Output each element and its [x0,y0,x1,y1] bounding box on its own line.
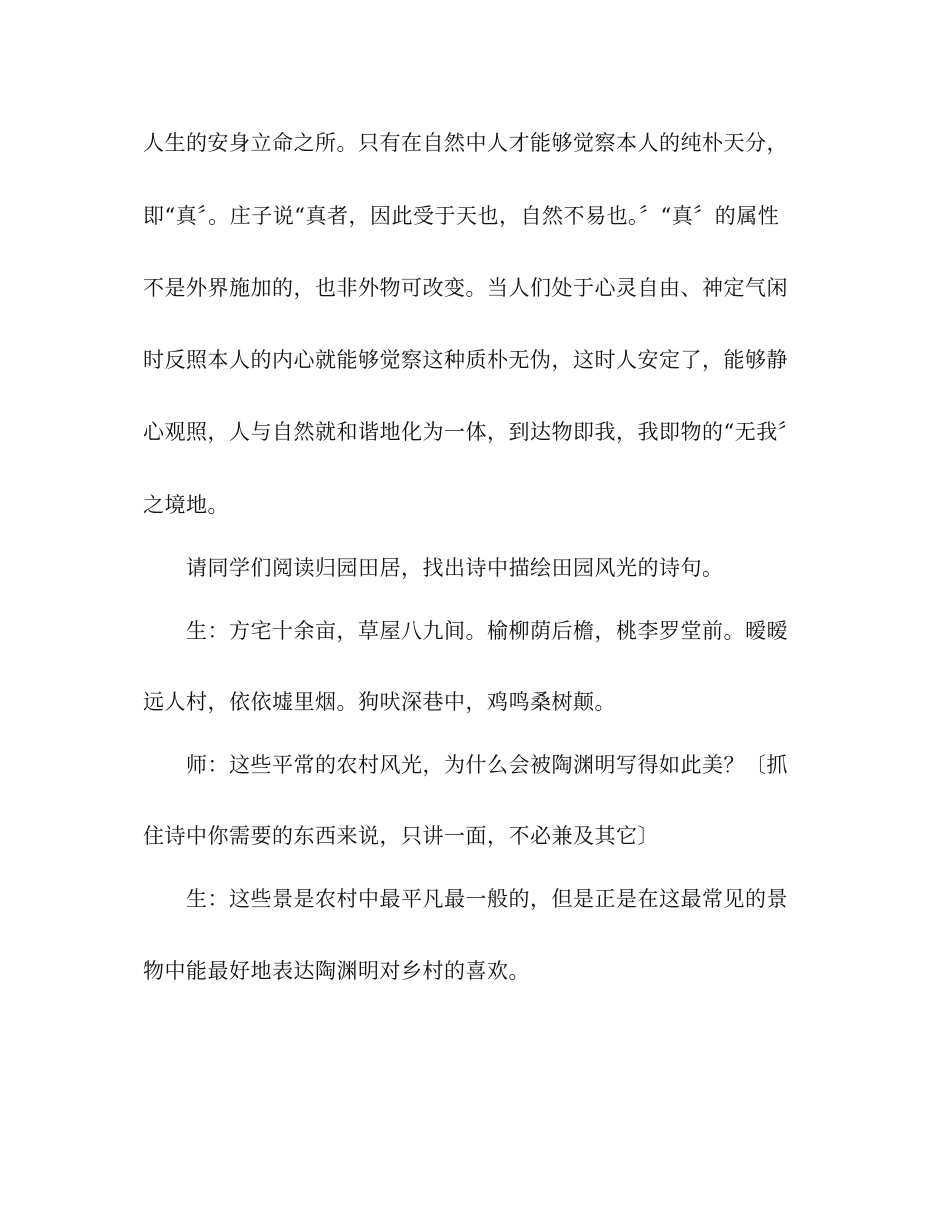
paragraph-line-5: 心观照，人与自然就和谐地化为一体，到达物即我，我即物的“无我〞 [143,420,800,444]
paragraph-line-6: 之境地。 [143,493,229,517]
student-reply-line-2: 物中能最好地表达陶渊明对乡村的喜欢。 [143,959,530,983]
teacher-question-line-2: 住诗中你需要的东西来说，只讲一面，不必兼及其它〕 [143,824,659,848]
paragraph-line-2: 即“真〞。庄子说“真者，因此受于天也，自然不易也。〞“真〞的属性 [143,204,780,228]
student-answer-line-2: 远人村，依依墟里烟。狗吠深巷中，鸡鸣桑树颠。 [143,690,616,714]
paragraph-line-3: 不是外界施加的，也非外物可改变。当人们处于心灵自由、神定气闲 [143,276,788,300]
paragraph-line-1: 人生的安身立命之所。只有在自然中人才能够觉察本人的纯朴天分， [143,131,788,155]
instruction-line: 请同学们阅读归园田居，找出诗中描绘田园风光的诗句。 [186,556,724,580]
student-answer-line-1: 生：方宅十余亩，草屋八九间。榆柳荫后檐，桃李罗堂前。暧暧 [186,619,788,643]
paragraph-line-4: 时反照本人的内心就能够觉察这种质朴无伪，这时人安定了，能够静 [143,348,788,372]
teacher-question-line-1: 师：这些平常的农村风光，为什么会被陶渊明写得如此美？〔抓 [186,753,788,777]
student-reply-line-1: 生：这些景是农村中最平凡最一般的，但是正是在这最常见的景 [186,887,788,911]
